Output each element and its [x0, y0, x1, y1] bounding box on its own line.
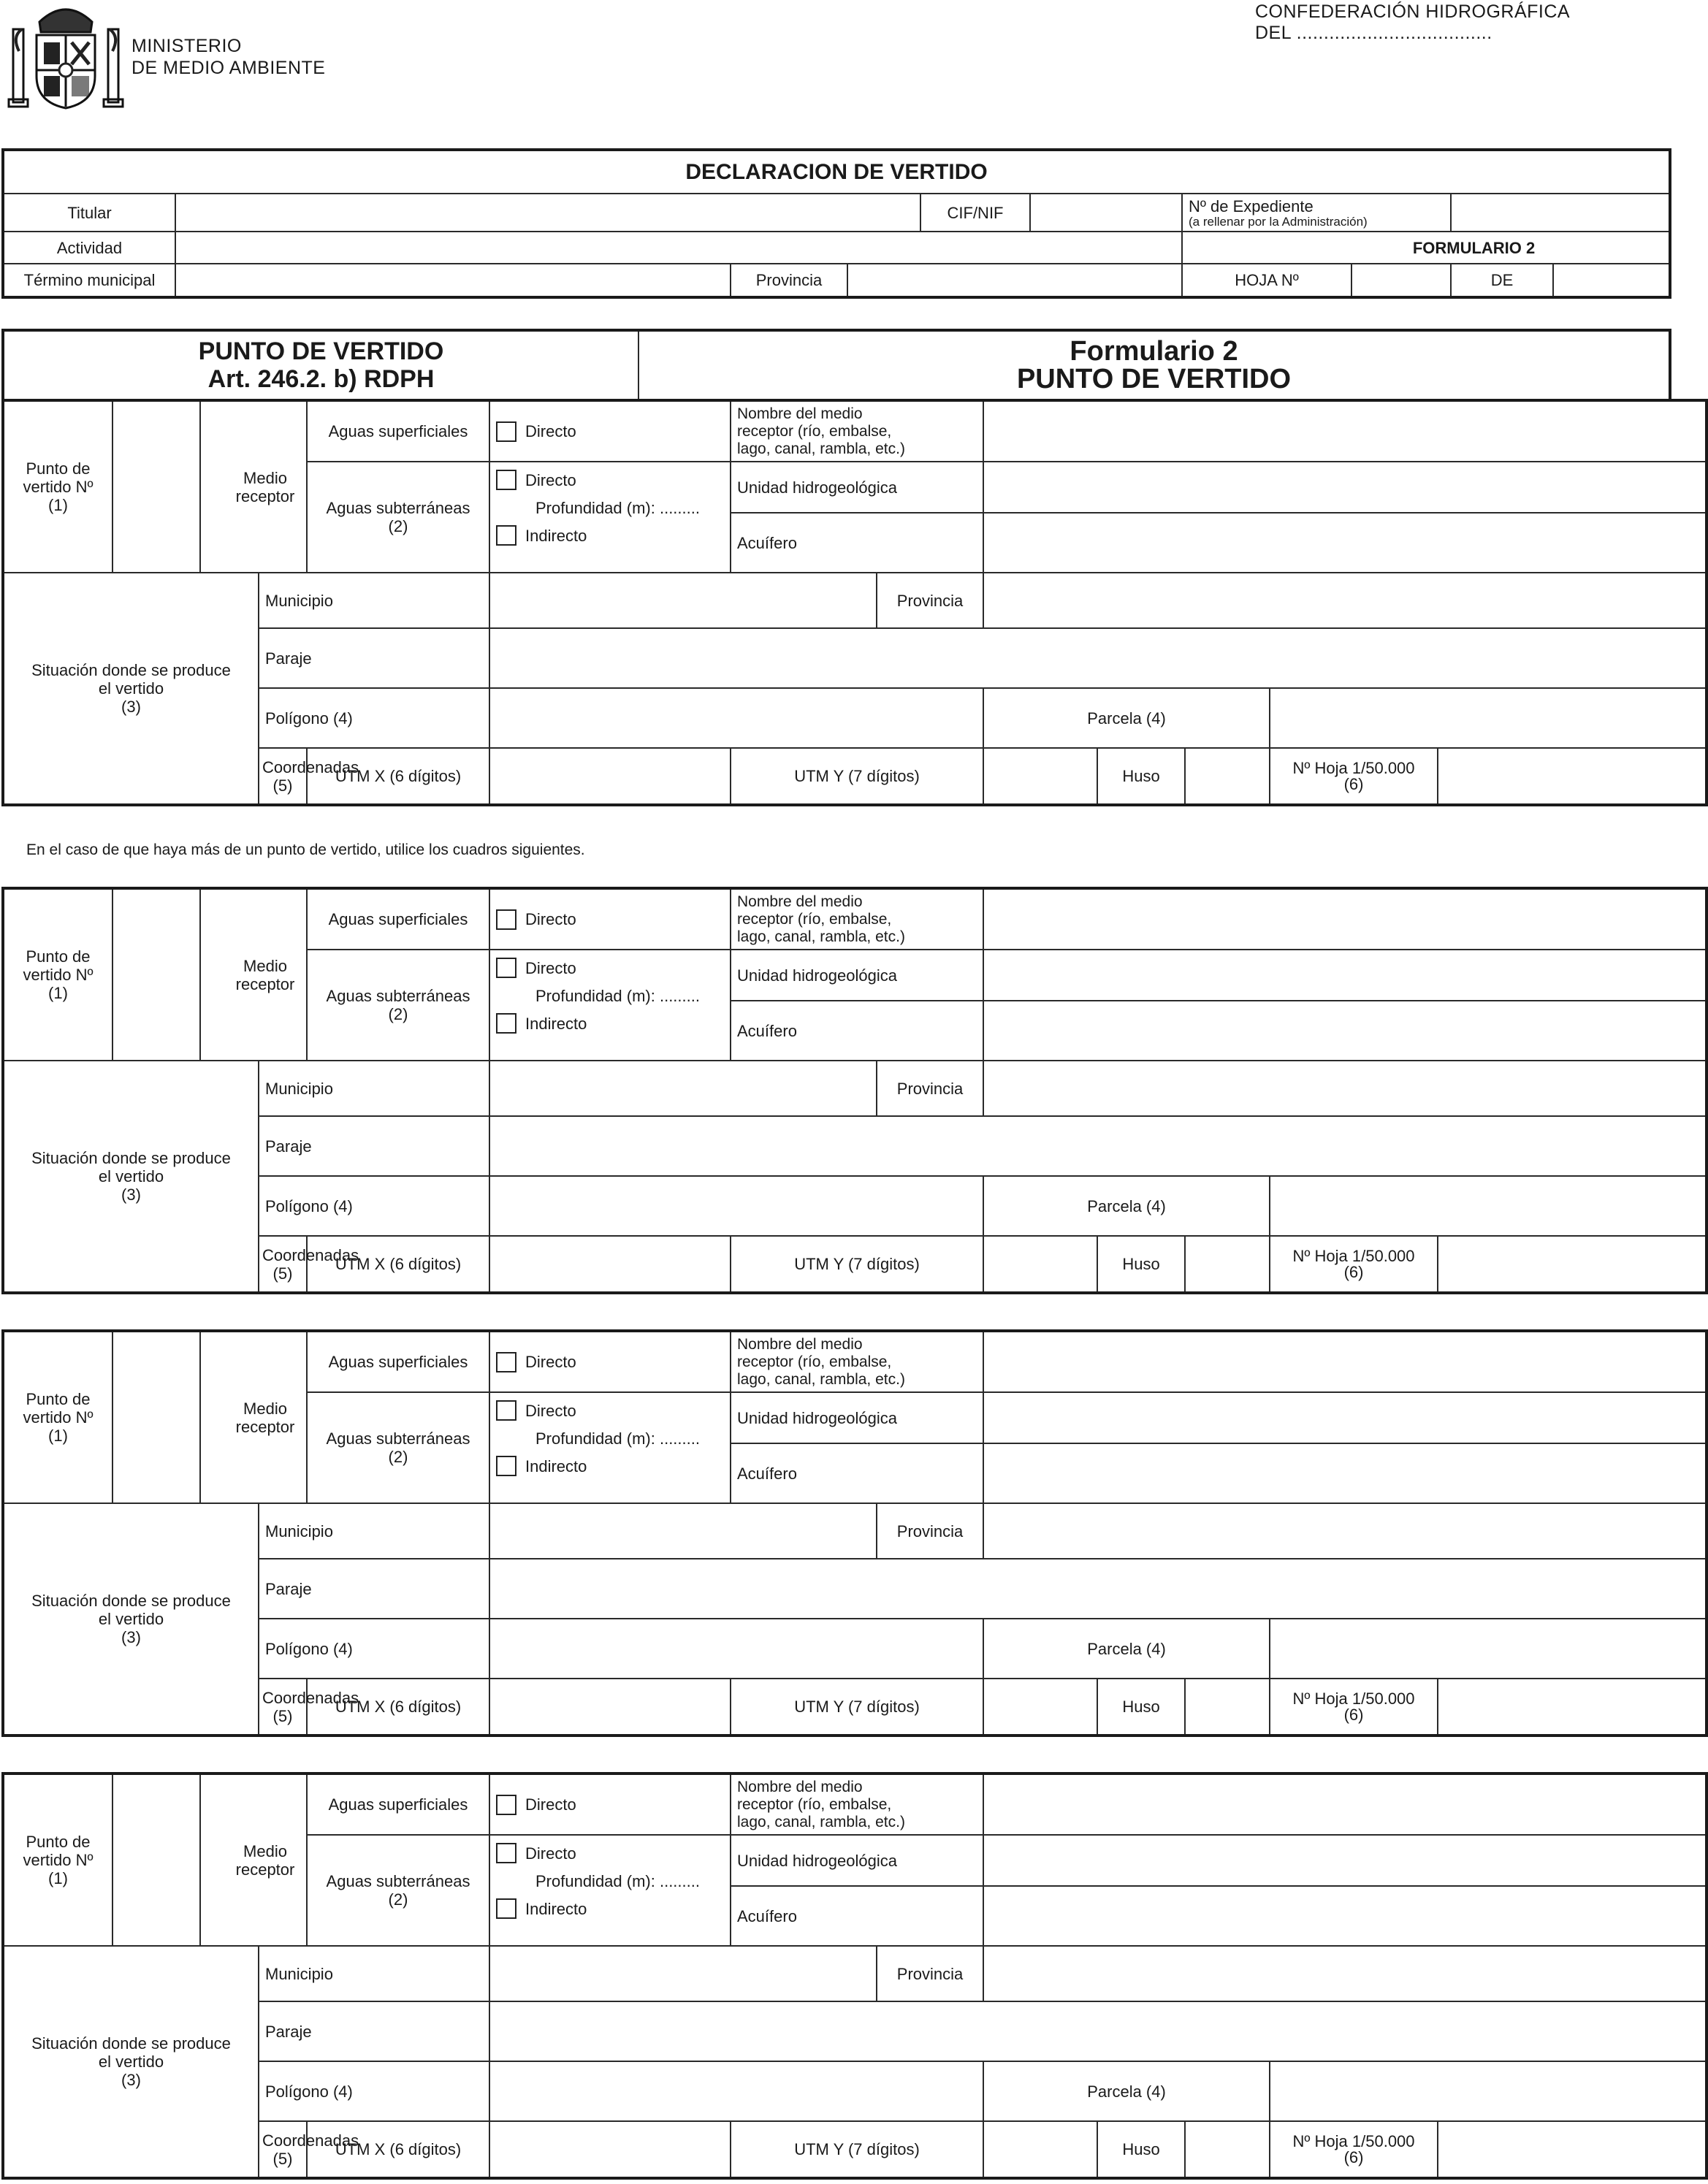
directo-label: Directo [525, 1795, 576, 1814]
utm-y-field[interactable] [983, 748, 1097, 805]
hoja-50000-label [1270, 1679, 1438, 1736]
provincia-field[interactable] [983, 573, 1707, 628]
ministry-line-2: DE MEDIO AMBIENTE [131, 58, 326, 78]
declaracion-table [1, 148, 1671, 299]
checkbox-icon[interactable] [496, 470, 516, 490]
checkbox-icon[interactable] [496, 958, 516, 978]
nombre-medio-line-2: receptor (río, embalse, [737, 1353, 892, 1370]
acuifero-field[interactable] [983, 1001, 1707, 1061]
situacion-line-2: el vertido [98, 679, 164, 698]
formulario-label: FORMULARIO 2 [1182, 232, 1670, 264]
de-field[interactable] [1553, 264, 1670, 297]
utm-x-field[interactable] [489, 1236, 731, 1293]
nombre-medio-line-3: lago, canal, rambla, etc.) [737, 440, 905, 457]
hoja-50000-field[interactable] [1438, 1679, 1707, 1736]
provincia-label: Provincia [877, 1061, 983, 1116]
poligono-label: Polígono (4) [259, 2061, 489, 2121]
hoja-50000-line-2: (6) [1343, 1262, 1364, 1281]
sub-directo-option[interactable] [496, 465, 724, 495]
unidad-field[interactable] [983, 462, 1707, 513]
punto-vertido-4 [1, 1772, 1708, 2180]
sup-directo-option[interactable] [489, 1773, 731, 1835]
punto-label [3, 888, 113, 1061]
coordenadas-line-1: Coordenadas [262, 757, 359, 776]
acuifero-field[interactable] [983, 1886, 1707, 1946]
directo-label: Directo [525, 910, 576, 928]
nombre-medio-line-1: Nombre del medio [737, 893, 863, 910]
provincia-field[interactable] [983, 1061, 1707, 1116]
situacion-line-2: el vertido [98, 2053, 164, 2071]
situacion-label [3, 1946, 259, 2178]
aguas-sub-line-2: (2) [388, 517, 408, 535]
punto-vertido-block [1, 1772, 1708, 2180]
hoja-50000-line-2: (6) [1343, 1705, 1364, 1724]
acuifero-label: Acuífero [731, 513, 983, 573]
checkbox-icon[interactable] [496, 1456, 516, 1476]
sup-directo-option[interactable] [489, 400, 731, 462]
punto-label [3, 1773, 113, 1946]
punto-number-field[interactable] [113, 888, 200, 1061]
section-left-title [3, 330, 638, 400]
hoja-50000-line-1: Nº Hoja 1/50.000 [1292, 1246, 1415, 1265]
nombre-medio-field[interactable] [983, 1773, 1707, 1835]
parcela-field[interactable] [1270, 2061, 1707, 2121]
aguas-sub-line-1: Aguas subterráneas [326, 499, 470, 517]
punto-label [3, 400, 113, 573]
nombre-medio-field[interactable] [983, 400, 1707, 462]
poligono-label: Polígono (4) [259, 688, 489, 748]
poligono-field[interactable] [489, 1176, 983, 1236]
medio-label [200, 1331, 307, 1503]
indirecto-label: Indirecto [525, 1899, 587, 1918]
situacion-line-3: (3) [121, 2071, 141, 2089]
utm-x-label: UTM X (6 dígitos) [307, 1236, 489, 1293]
hoja-50000-label [1270, 1236, 1438, 1293]
situacion-line-1: Situación donde se produce [31, 661, 231, 679]
acuifero-label: Acuífero [731, 1443, 983, 1503]
parcela-field[interactable] [1270, 1176, 1707, 1236]
punto-label-line-2: vertido Nº [23, 1408, 94, 1427]
hoja-label: HOJA Nº [1182, 264, 1351, 297]
municipio-field[interactable] [489, 573, 877, 628]
acuifero-label: Acuífero [731, 1001, 983, 1061]
nombre-medio-field[interactable] [983, 1331, 1707, 1392]
acuifero-label: Acuífero [731, 1886, 983, 1946]
profundidad-label: Profundidad (m): ......... [535, 498, 700, 517]
parcela-field[interactable] [1270, 1619, 1707, 1679]
nombre-medio-line-3: lago, canal, rambla, etc.) [737, 928, 905, 945]
unidad-label: Unidad hidrogeológica [731, 950, 983, 1001]
huso-field[interactable] [1185, 1679, 1270, 1736]
municipio-field[interactable] [489, 1503, 877, 1559]
aguas-subterraneas-label [307, 1835, 489, 1946]
huso-field[interactable] [1185, 748, 1270, 805]
provincia-label: Provincia [877, 1503, 983, 1559]
directo-label: Directo [525, 1844, 576, 1863]
checkbox-icon[interactable] [496, 909, 516, 930]
medio-label-line-1: Medio [243, 956, 287, 975]
acuifero-field[interactable] [983, 513, 1707, 573]
nombre-medio-label [731, 400, 983, 462]
medio-label-line-2: receptor [235, 1860, 295, 1879]
sub-indirecto-option[interactable] [496, 1894, 724, 1923]
paraje-label: Paraje [259, 1116, 489, 1176]
sup-directo-option[interactable] [489, 888, 731, 950]
unidad-field[interactable] [983, 950, 1707, 1001]
termino-label: Término municipal [3, 264, 175, 297]
expediente-label [1182, 194, 1451, 232]
utm-x-field[interactable] [489, 2121, 731, 2178]
hoja-50000-line-1: Nº Hoja 1/50.000 [1292, 758, 1415, 777]
aguas-sub-line-2: (2) [388, 1890, 408, 1909]
medio-label [200, 400, 307, 573]
poligono-label: Polígono (4) [259, 1619, 489, 1679]
hoja-50000-field[interactable] [1438, 1236, 1707, 1293]
utm-y-field[interactable] [983, 2121, 1097, 2178]
punto-number-field[interactable] [113, 1331, 200, 1503]
declaracion-title: DECLARACION DE VERTIDO [3, 150, 1670, 194]
checkbox-icon[interactable] [496, 1013, 516, 1034]
coordenadas-label [259, 1679, 359, 1736]
aguas-sub-line-1: Aguas subterráneas [326, 1872, 470, 1890]
huso-label: Huso [1097, 2121, 1185, 2178]
medio-label-line-1: Medio [243, 1399, 287, 1418]
unidad-label: Unidad hidrogeológica [731, 1835, 983, 1886]
paraje-label: Paraje [259, 628, 489, 688]
unidad-field[interactable] [983, 1835, 1707, 1886]
punto-vertido-1 [1, 399, 1708, 806]
nombre-medio-field[interactable] [983, 888, 1707, 950]
profundidad-label: Profundidad (m): ......... [535, 986, 700, 1005]
punto-label-line-3: (1) [48, 1427, 68, 1445]
expediente-text: Nº de Expediente [1189, 196, 1314, 215]
checkbox-icon[interactable] [496, 1352, 516, 1372]
nombre-medio-line-3: lago, canal, rambla, etc.) [737, 1813, 905, 1830]
nombre-medio-line-2: receptor (río, embalse, [737, 1795, 892, 1813]
huso-label: Huso [1097, 1236, 1185, 1293]
directo-label: Directo [525, 422, 576, 440]
coordenadas-line-2: (5) [272, 776, 293, 795]
nombre-medio-line-1: Nombre del medio [737, 405, 863, 422]
utm-y-label: UTM Y (7 dígitos) [731, 1679, 983, 1736]
utm-x-label: UTM X (6 dígitos) [307, 748, 489, 805]
punto-label-line-2: vertido Nº [23, 966, 94, 984]
provincia-label: Provincia [731, 264, 847, 297]
cif-label: CIF/NIF [920, 194, 1030, 232]
indirecto-label: Indirecto [525, 1014, 587, 1033]
punto-label-line-1: Punto de [26, 1833, 91, 1851]
confederacion-line-2: DEL .................................... [1255, 23, 1492, 43]
coordenadas-line-2: (5) [272, 1264, 293, 1283]
punto-vertido-block [1, 399, 1708, 806]
provincia-field[interactable] [983, 1946, 1707, 2001]
unidad-label: Unidad hidrogeológica [731, 462, 983, 513]
punto-label-line-3: (1) [48, 1869, 68, 1887]
aguas-superficiales-label: Aguas superficiales [307, 1773, 489, 1835]
punto-label [3, 1331, 113, 1503]
huso-field[interactable] [1185, 1236, 1270, 1293]
sub-options [489, 1835, 731, 1946]
provincia-label: Provincia [877, 1946, 983, 2001]
punto-label-line-1: Punto de [26, 1390, 91, 1408]
medio-label-line-1: Medio [243, 468, 287, 487]
section-left-line-1: PUNTO DE VERTIDO [198, 337, 444, 365]
coordenadas-label [259, 2121, 359, 2178]
actividad-label: Actividad [3, 232, 175, 264]
situacion-label [3, 1503, 259, 1736]
punto-label-line-1: Punto de [26, 459, 91, 478]
checkbox-icon[interactable] [496, 1898, 516, 1919]
paraje-label: Paraje [259, 2001, 489, 2061]
aguas-sub-line-1: Aguas subterráneas [326, 1429, 470, 1448]
sub-options [489, 462, 731, 573]
nombre-medio-line-3: lago, canal, rambla, etc.) [737, 1370, 905, 1388]
nombre-medio-line-1: Nombre del medio [737, 1335, 863, 1353]
aguas-subterraneas-label [307, 462, 489, 573]
situacion-label [3, 573, 259, 805]
coordenadas-label [259, 748, 359, 805]
profundidad-label: Profundidad (m): ......... [535, 1871, 700, 1890]
utm-y-label: UTM Y (7 dígitos) [731, 1236, 983, 1293]
multiple-points-note: En el caso de que haya más de un punto de vertido, utilice los cuadros siguientes. [26, 841, 585, 858]
unidad-label: Unidad hidrogeológica [731, 1392, 983, 1443]
directo-label: Directo [525, 1353, 576, 1371]
hoja-field[interactable] [1351, 264, 1451, 297]
situacion-line-2: el vertido [98, 1167, 164, 1185]
nombre-medio-line-2: receptor (río, embalse, [737, 422, 892, 440]
sub-indirecto-option[interactable] [496, 521, 724, 550]
poligono-field[interactable] [489, 1619, 983, 1679]
hoja-50000-field[interactable] [1438, 2121, 1707, 2178]
checkbox-icon[interactable] [496, 1843, 516, 1863]
situacion-line-1: Situación donde se produce [31, 2034, 231, 2053]
titular-label: Titular [3, 194, 175, 232]
municipio-label: Municipio [259, 573, 489, 628]
punto-number-field[interactable] [113, 1773, 200, 1946]
municipio-label: Municipio [259, 1946, 489, 2001]
municipio-field[interactable] [489, 1061, 877, 1116]
coordenadas-line-2: (5) [272, 2149, 293, 2168]
checkbox-icon[interactable] [496, 525, 516, 546]
aguas-sub-line-2: (2) [388, 1005, 408, 1023]
parcela-label: Parcela (4) [983, 1176, 1270, 1236]
paraje-field[interactable] [489, 1116, 1707, 1176]
sub-directo-option[interactable] [496, 1839, 724, 1868]
medio-label [200, 888, 307, 1061]
parcela-label: Parcela (4) [983, 1619, 1270, 1679]
huso-label: Huso [1097, 1679, 1185, 1736]
paraje-field[interactable] [489, 1559, 1707, 1619]
sub-options [489, 950, 731, 1061]
parcela-label: Parcela (4) [983, 2061, 1270, 2121]
municipio-label: Municipio [259, 1061, 489, 1116]
coordenadas-label [259, 1236, 359, 1293]
punto-label-line-2: vertido Nº [23, 1851, 94, 1869]
municipio-field[interactable] [489, 1946, 877, 2001]
hoja-50000-field[interactable] [1438, 748, 1707, 805]
sub-indirecto-option[interactable] [496, 1451, 724, 1481]
parcela-field[interactable] [1270, 688, 1707, 748]
punto-vertido-block [1, 1329, 1708, 1737]
utm-y-label: UTM Y (7 dígitos) [731, 748, 983, 805]
punto-vertido-block [1, 887, 1708, 1294]
section-left-line-2: Art. 246.2. b) RDPH [207, 365, 435, 393]
medio-label-line-1: Medio [243, 1841, 287, 1860]
utm-x-label: UTM X (6 dígitos) [307, 1679, 489, 1736]
sub-options [489, 1392, 731, 1503]
aguas-superficiales-label: Aguas superficiales [307, 1331, 489, 1392]
utm-x-label: UTM X (6 dígitos) [307, 2121, 489, 2178]
confederacion-line-1: CONFEDERACIÓN HIDROGRÁFICA [1255, 1, 1571, 22]
sub-indirecto-option[interactable] [496, 1009, 724, 1038]
indirecto-label: Indirecto [525, 1456, 587, 1475]
situacion-line-3: (3) [121, 698, 141, 716]
checkbox-icon[interactable] [496, 1400, 516, 1421]
coordenadas-line-1: Coordenadas [262, 2131, 359, 2150]
hoja-50000-line-1: Nº Hoja 1/50.000 [1292, 2131, 1415, 2150]
poligono-field[interactable] [489, 2061, 983, 2121]
ministry-line-1: MINISTERIO [131, 36, 242, 56]
punto-label-line-1: Punto de [26, 947, 91, 966]
acuifero-field[interactable] [983, 1443, 1707, 1503]
expediente-field[interactable] [1451, 194, 1670, 232]
checkbox-icon[interactable] [496, 421, 516, 442]
aguas-sub-line-1: Aguas subterráneas [326, 987, 470, 1005]
utm-y-label: UTM Y (7 dígitos) [731, 2121, 983, 2178]
punto-vertido-2 [1, 887, 1708, 1294]
paraje-label: Paraje [259, 1559, 489, 1619]
medio-label-line-2: receptor [235, 486, 295, 505]
directo-label: Directo [525, 958, 576, 977]
situacion-line-2: el vertido [98, 1610, 164, 1628]
huso-label: Huso [1097, 748, 1185, 805]
actividad-field[interactable] [175, 232, 1182, 264]
medio-label-line-2: receptor [235, 1417, 295, 1436]
punto-label-line-3: (1) [48, 984, 68, 1002]
hoja-50000-line-1: Nº Hoja 1/50.000 [1292, 1689, 1415, 1708]
parcela-label: Parcela (4) [983, 688, 1270, 748]
section-header [1, 329, 1671, 402]
municipio-label: Municipio [259, 1503, 489, 1559]
indirecto-label: Indirecto [525, 526, 587, 545]
unidad-field[interactable] [983, 1392, 1707, 1443]
coat-of-arms-logo [4, 0, 127, 111]
coordenadas-line-1: Coordenadas [262, 1688, 359, 1707]
nombre-medio-line-2: receptor (río, embalse, [737, 910, 892, 928]
section-right-title [638, 330, 1670, 400]
situacion-line-3: (3) [121, 1185, 141, 1204]
punto-label-line-3: (1) [48, 496, 68, 514]
section-right-line-2: PUNTO DE VERTIDO [1016, 364, 1292, 394]
titular-field[interactable] [175, 194, 920, 232]
situacion-line-1: Situación donde se produce [31, 1592, 231, 1610]
nombre-medio-label [731, 888, 983, 950]
coordenadas-line-2: (5) [272, 1706, 293, 1725]
punto-label-line-2: vertido Nº [23, 478, 94, 496]
medio-label [200, 1773, 307, 1946]
sup-directo-option[interactable] [489, 1331, 731, 1392]
utm-y-field[interactable] [983, 1236, 1097, 1293]
directo-label: Directo [525, 1401, 576, 1420]
sub-directo-option[interactable] [496, 953, 724, 982]
de-label: DE [1451, 264, 1553, 297]
nombre-medio-line-1: Nombre del medio [737, 1778, 863, 1795]
aguas-subterraneas-label [307, 950, 489, 1061]
utm-y-field[interactable] [983, 1679, 1097, 1736]
hoja-50000-line-2: (6) [1343, 774, 1364, 793]
nombre-medio-label [731, 1773, 983, 1835]
punto-vertido-3 [1, 1329, 1708, 1737]
section-right-line-1: Formulario 2 [1070, 336, 1238, 367]
provincia-label: Provincia [877, 573, 983, 628]
coordenadas-line-1: Coordenadas [262, 1245, 359, 1264]
directo-label: Directo [525, 470, 576, 489]
paraje-field[interactable] [489, 2001, 1707, 2061]
aguas-superficiales-label: Aguas superficiales [307, 888, 489, 950]
utm-x-field[interactable] [489, 1679, 731, 1736]
paraje-field[interactable] [489, 628, 1707, 688]
termino-field[interactable] [175, 264, 731, 297]
hoja-50000-label [1270, 748, 1438, 805]
provincia-field[interactable] [847, 264, 1182, 297]
situacion-label [3, 1061, 259, 1293]
nombre-medio-label [731, 1331, 983, 1392]
sub-directo-option[interactable] [496, 1396, 724, 1425]
utm-x-field[interactable] [489, 748, 731, 805]
situacion-line-3: (3) [121, 1628, 141, 1646]
huso-field[interactable] [1185, 2121, 1270, 2178]
punto-number-field[interactable] [113, 400, 200, 573]
ministry-name [131, 35, 325, 79]
expediente-note: (a rellenar por la Administración) [1189, 214, 1368, 229]
hoja-50000-line-2: (6) [1343, 2147, 1364, 2166]
situacion-line-1: Situación donde se produce [31, 1149, 231, 1167]
provincia-field[interactable] [983, 1503, 1707, 1559]
confederacion-header [1255, 1, 1570, 44]
aguas-subterraneas-label [307, 1392, 489, 1503]
aguas-sub-line-2: (2) [388, 1448, 408, 1466]
hoja-50000-label [1270, 2121, 1438, 2178]
aguas-superficiales-label: Aguas superficiales [307, 400, 489, 462]
medio-label-line-2: receptor [235, 974, 295, 993]
checkbox-icon[interactable] [496, 1795, 516, 1815]
poligono-field[interactable] [489, 688, 983, 748]
cif-field[interactable] [1030, 194, 1182, 232]
profundidad-label: Profundidad (m): ......... [535, 1429, 700, 1448]
poligono-label: Polígono (4) [259, 1176, 489, 1236]
